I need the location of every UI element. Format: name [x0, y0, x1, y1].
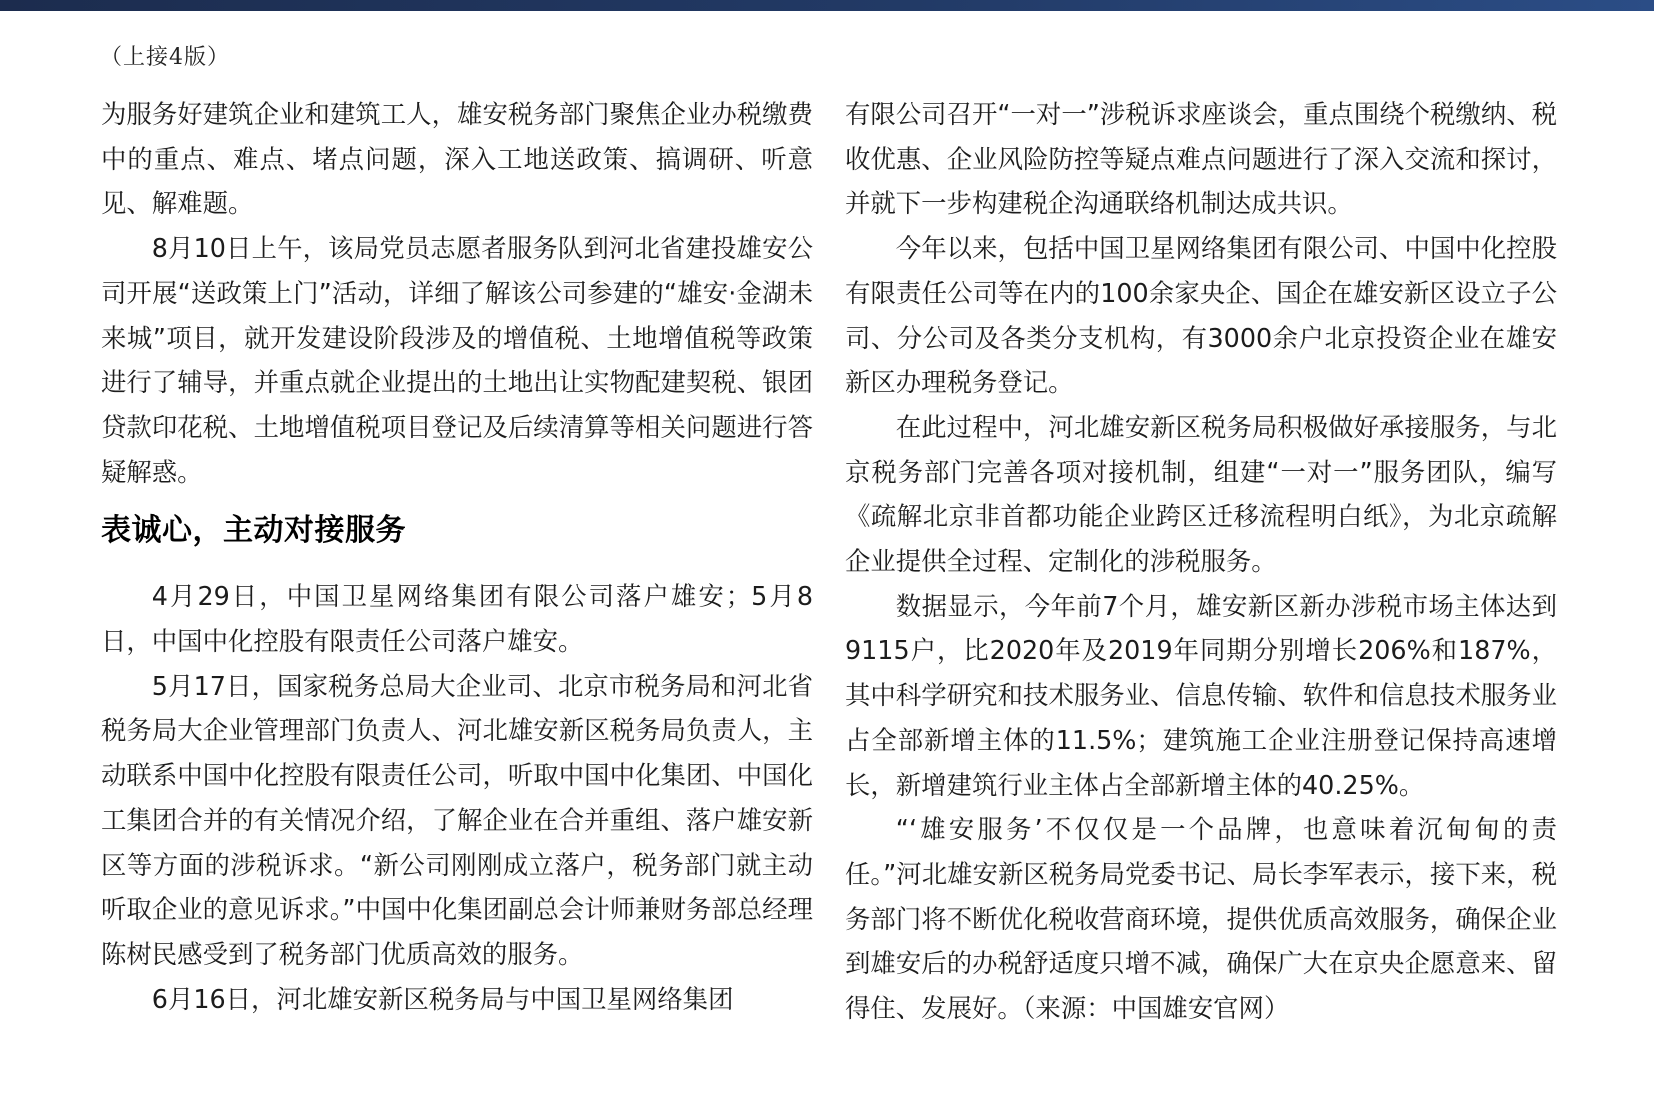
paragraph-may17: 5月17日，国家税务总局大企业司、北京市税务局和河北省税务局大企业管理部门负责人、河北雄安新区税务局负责人，主动联系中国中化控股有限责任公司，听取中国中化集团、中国化工集团合并的有关情况介绍，了解企业在合并重组、落户雄安新区等方面的涉税诉求。“新公司刚刚成立落户，税务部门就主动听取企业的意见诉求。”中国中化集团副总会计师兼财务部总经理陈树民感受到了税务部门优质高效的服务。	[101, 670, 813, 969]
section-heading: 表诚心，主动对接服务	[101, 513, 406, 549]
paragraph-data: 数据显示，今年前7个月，雄安新区新办涉税市场主体达到9115户，比2020年及2019年同期分别增长206%和187%，其中科学研究和技术服务业、信息传输、软件和信息技术服务业占全部新增主体的11.5%；建筑施工企业注册登记保持高速增长，新增建筑行业主体占全部新增主体的40.25%。	[845, 590, 1557, 800]
paragraph-process: 在此过程中，河北雄安新区税务局积极做好承接服务，与北京税务部门完善各项对接机制，组建“一对一”服务团队，编写《疏解北京非首都功能企业跨区迁移流程明白纸》，为北京疏解企业提供全过程、定制化的涉税服务。	[845, 411, 1557, 577]
paragraph-apr29: 4月29日，中国卫星网络集团有限公司落户雄安；5月8日，中国中化控股有限责任公司落户雄安。	[101, 581, 813, 657]
continued-from-label: （上接4版）	[100, 45, 230, 70]
paragraph-aug10: 8月10日上午，该局党员志愿者服务队到河北省建投雄安公司开展“送政策上门”活动，详细了解该公司参建的“雄安·金湖未来城”项目，就开发建设阶段涉及的增值税、土地增值税等政策进行了辅导，并重点就企业提出的土地出让实物配建契税、银团贷款印花税、土地增值税项目登记及后续清算等相关问题进行答疑解惑。	[101, 233, 813, 487]
top-banner-bar	[0, 0, 1654, 11]
intro-paragraph: 为服务好建筑企业和建筑工人，雄安税务部门聚焦企业办税缴费中的重点、难点、堵点问题，深入工地送政策、搞调研、听意见、解难题。	[101, 99, 813, 219]
right-column	[845, 92, 1557, 1031]
paragraph-this-year: 今年以来，包括中国卫星网络集团有限公司、中国中化控股有限责任公司等在内的100余家央企、国企在雄安新区设立子公司、分公司及各类分支机构，有3000余户北京投资企业在雄安新区办理税务登记。	[845, 233, 1557, 398]
left-column	[101, 92, 813, 1021]
paragraph-jun16-start: 6月16日，河北雄安新区税务局与中国卫星网络集团	[151, 983, 734, 1014]
paragraph-jun16-continued: 有限公司召开“一对一”涉税诉求座谈会，重点围绕个税缴纳、税收优惠、企业风险防控等疑点难点问题进行了深入交流和探讨，并就下一步构建税企沟通联络机制达成共识。	[845, 99, 1557, 219]
paragraph-quote: “‘雄安服务’不仅仅是一个品牌，也意味着沉甸甸的责任。”河北雄安新区税务局党委书记、局长李军表示，接下来，税务部门将不断优化税收营商环境，提供优质高效服务，确保企业到雄安后的办税舒适度只增不减，确保广大在京央企愿意来、留得住、发展好。（来源：中国雄安官网）	[845, 814, 1557, 1024]
